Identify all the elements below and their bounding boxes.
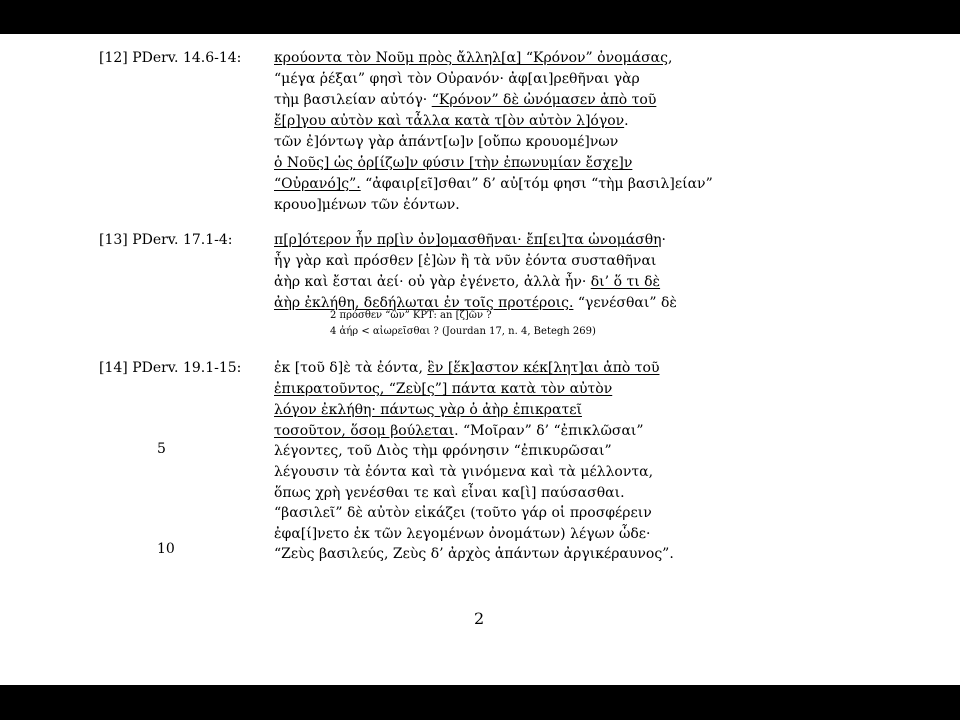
text-segment: “μέγα ῥέξαι” φησὶ τὸν Οὐρανόν· ἀφ[αι]ρεθῆναι γὰρ — [274, 71, 640, 87]
underlined-segment: τοσοῦτον, ὅσομ βούλεται — [274, 423, 455, 439]
text-line — [274, 114, 629, 128]
text-segment: “ἀφαιρ[εῖ]σθαι” δ’ αὐ[τόμ φησι “τὴμ βασιλ]είαν” — [360, 176, 713, 192]
text-segment: . — [624, 113, 629, 129]
passage-label-13: [13] PDerv. 17.1-4: — [99, 232, 233, 248]
text-line — [274, 527, 651, 541]
text-line — [274, 93, 656, 107]
text-segment: , — [667, 50, 673, 66]
text-segment: κρουο]μένων τῶν ἐόντων. — [274, 197, 460, 213]
text-line — [274, 177, 713, 191]
text-segment: · — [661, 232, 666, 248]
text-line — [274, 403, 582, 417]
underlined-segment: π[ρ]ότερον ἦν πρ[ὶν ὀν]ομασθῆναι· ἔπ[ει]τα ὠνομάσθη — [274, 232, 662, 248]
underlined-segment: ἓν [ἕκ]αστον κέκ[λητ]αι ἀπὸ τοῦ — [427, 360, 660, 376]
passage-label-12: [12] PDerv. 14.6-14: — [99, 50, 242, 66]
text-line — [274, 198, 460, 212]
underlined-segment: ἔ[ρ]γου αὐτὸν καὶ τἆλλα κατὰ τ[ὸν αὐτὸν λ]όγον — [274, 113, 625, 129]
underlined-segment: δι’ ὅ τι δὲ — [590, 274, 661, 290]
text-segment: “Ζεὺς βασιλεύς, Ζεὺς δ’ ἀρχὸς ἁπάντων ἀργικέραυνος”. — [274, 546, 674, 562]
text-line — [274, 465, 653, 479]
text-line — [274, 296, 677, 310]
text-segment: ἀὴρ καὶ ἔσται ἀεί· οὐ γὰρ ἐγένετο, ἀλλὰ ἦν· — [274, 274, 591, 290]
text-line — [274, 51, 672, 65]
text-segment: ἐφα[ί]νετο ἐκ τῶν λεγομένων ὀνομάτων) λέγων ὧδε· — [274, 526, 651, 542]
text-segment: ἐκ [τοῦ δ]ὲ τὰ ἐόντα, — [274, 360, 428, 376]
page-number: 2 — [474, 609, 485, 628]
underlined-segment: κρούοντα τὸν Νοῦμ πρὸς ἄλληλ[α] “Κρόνον” ὀνομάσας — [274, 50, 668, 66]
underlined-segment: ὁ Νοῦς] ὡς ὁρ[ίζω]ν φύσιν [τὴν ἐπωνυμίαν ἔσχε]ν — [274, 155, 633, 171]
apparatus-note-1: 2 πρόσθεν “ὢν” KPT: an [ζ]ῶν ? — [330, 310, 492, 321]
text-segment: τῶν ἐ]όντωγ γὰρ ἁπάντ[ω]ν [οὔπω κρουομέ]νων — [274, 134, 619, 150]
apparatus-note-2: 4 ἀήρ < αἰωρεῖσθαι ? (Jourdan 17, n. 4, Betegh 269) — [330, 326, 596, 337]
underlined-segment: λόγον ἐκλήθη· πάντως γὰρ ὁ ἀὴρ ἐπικρατεῖ — [274, 402, 582, 418]
line-number-10: 10 — [157, 541, 175, 557]
text-line — [274, 361, 659, 375]
text-line — [274, 424, 644, 438]
text-line — [274, 444, 612, 458]
text-line — [274, 506, 652, 520]
line-number-5: 5 — [157, 441, 166, 457]
text-line — [274, 486, 625, 500]
underlined-segment: “Κρόνον” δὲ ὠνόμασεν ἀπὸ τοῦ — [431, 92, 657, 108]
underlined-segment: ἀὴρ ἐκλήθη, δεδήλωται ἐν τοῖς προτέροις. — [274, 295, 574, 311]
text-segment: τὴμ βασιλείαν αὐτόγ· — [274, 92, 432, 108]
text-segment: “βασιλεῖ” δὲ αὐτὸν εἰκάζει (τοῦτο γάρ οἱ προσφέρειν — [274, 505, 652, 521]
text-line — [274, 275, 660, 289]
text-line — [274, 547, 674, 561]
text-segment: λέγοντες, τοῦ Διὸς τὴμ φρόνησιν “ἐπικυρῶσαι” — [274, 443, 612, 459]
text-line — [274, 156, 632, 170]
text-line — [274, 254, 656, 268]
text-line — [274, 233, 666, 247]
text-segment: . “Μοῖραν” δ’ “ἐπικλῶσαι” — [454, 423, 644, 439]
text-line — [274, 135, 618, 149]
slide-page — [0, 34, 960, 685]
text-segment: ἦγ γὰρ καὶ πρόσθεν [ἐ]ὼν ἢ τὰ νῦν ἐόντα συσταθῆναι — [274, 253, 657, 269]
text-segment: ὅπως χρὴ γενέσθαι τε καὶ εἶναι κα[ὶ] παύσασθαι. — [274, 485, 625, 501]
passage-label-14: [14] PDerv. 19.1-15: — [99, 360, 242, 376]
text-line — [274, 72, 640, 86]
text-line — [274, 382, 612, 396]
text-segment: “γενέσθαι” δὲ — [573, 295, 677, 311]
underlined-segment: “Οὐρανό]ς”. — [274, 176, 361, 192]
text-segment: λέγουσιν τὰ ἐόντα καὶ τὰ γινόμενα καὶ τὰ μέλλοντα, — [274, 464, 654, 480]
underlined-segment: ἐπικρατοῦντος, “Ζεὺ[ς”] πάντα κατὰ τὸν αὐτὸν — [274, 381, 613, 397]
